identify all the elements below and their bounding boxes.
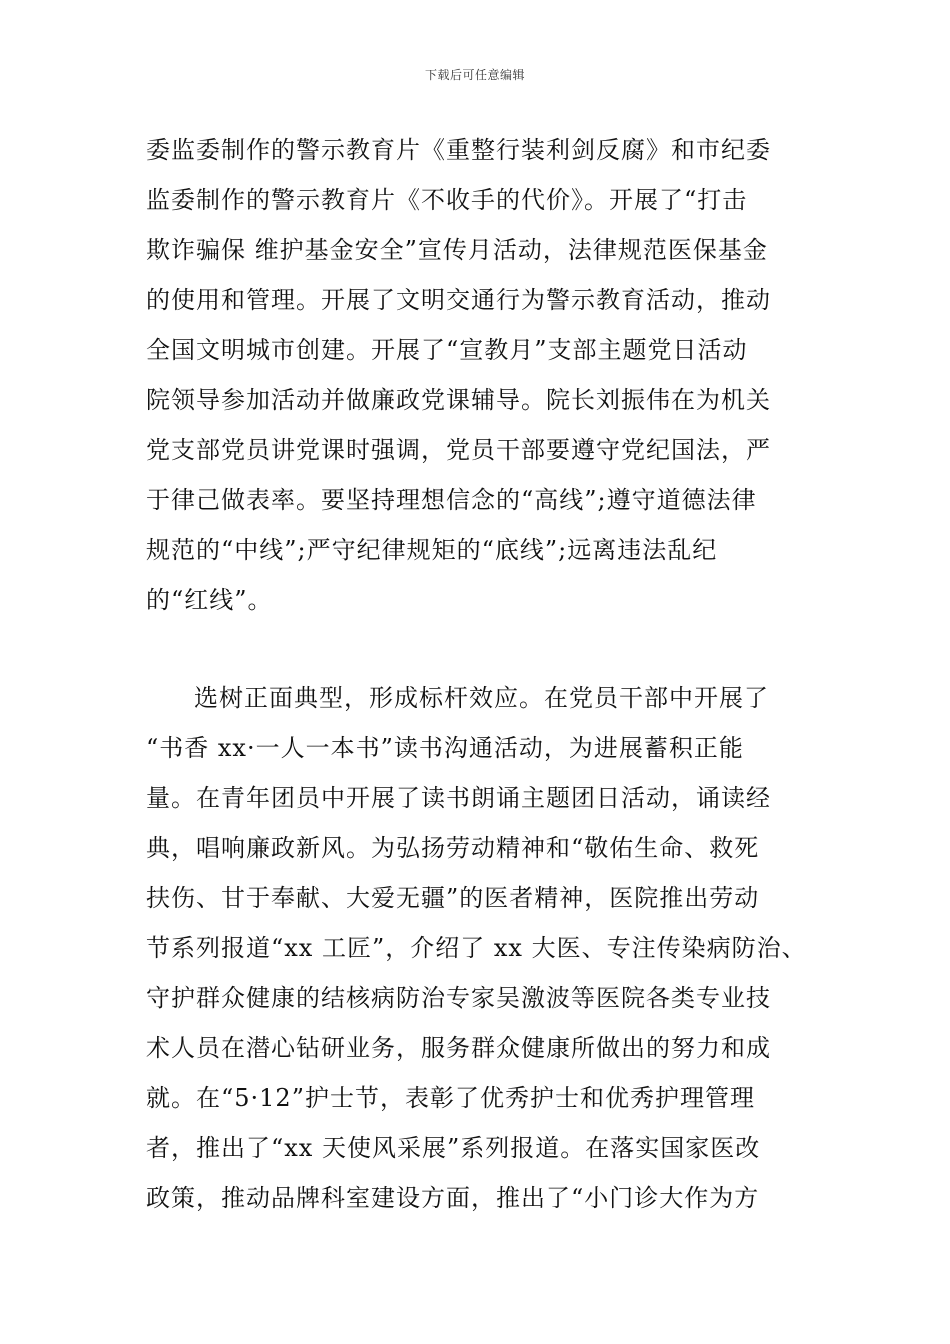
text-line: 欺诈骗保 维护基金安全”宣传月活动，法律规范医保基金 xyxy=(146,236,768,264)
text-line: 选树正面典型，形成标杆效应。在党员干部中开展了 xyxy=(194,684,769,712)
text-line: 的使用和管理。开展了文明交通行为警示教育活动，推动 xyxy=(146,286,771,314)
text-line: 的“红线”。 xyxy=(146,586,273,614)
text-line: 全国文明城市创建。开展了“宣教月”支部主题党日活动 xyxy=(146,336,748,364)
text-line: 于律己做表率。要坚持理想信念的“高线”;遵守道德法律 xyxy=(146,486,757,514)
text-line: 术人员在潜心钻研业务，服务群众健康所做出的努力和成 xyxy=(146,1034,771,1062)
text-line: 规范的“中线”;严守纪律规矩的“底线”;远离违法乱纪 xyxy=(146,536,718,564)
page-header: 下载后可任意编辑 xyxy=(424,68,525,82)
text-line: 就。在“5·12”护士节，表彰了优秀护士和优秀护理管理 xyxy=(146,1084,755,1112)
text-line: 者，推出了“xx 天使风采展”系列报道。在落实国家医改 xyxy=(146,1134,761,1162)
text-line: 党支部党员讲党课时强调，党员干部要遵守党纪国法，严 xyxy=(146,436,771,464)
text-line: “书香 xx·一人一本书”读书沟通活动，为进展蓄积正能 xyxy=(146,734,744,762)
text-line: 量。在青年团员中开展了读书朗诵主题团日活动，诵读经 xyxy=(146,784,771,812)
text-line: 扶伤、甘于奉献、大爱无疆”的医者精神，医院推出劳动 xyxy=(146,884,760,912)
text-line: 节系列报道“xx 工匠”，介绍了 xx 大医、专注传染病防治、 xyxy=(146,934,807,962)
text-line: 守护群众健康的结核病防治专家吴激波等医院各类专业技 xyxy=(146,984,771,1012)
text-line: 典，唱响廉政新风。为弘扬劳动精神和“敬佑生命、救死 xyxy=(146,834,760,862)
text-line: 监委制作的警示教育片《不收手的代价》。开展了“打击 xyxy=(146,186,748,214)
text-line: 政策，推动品牌科室建设方面，推出了“小门诊大作为方 xyxy=(146,1184,760,1212)
text-line: 院领导参加活动并做廉政党课辅导。院长刘振伟在为机关 xyxy=(146,386,771,414)
text-line: 委监委制作的警示教育片《重整行装利剑反腐》和市纪委 xyxy=(146,136,771,164)
